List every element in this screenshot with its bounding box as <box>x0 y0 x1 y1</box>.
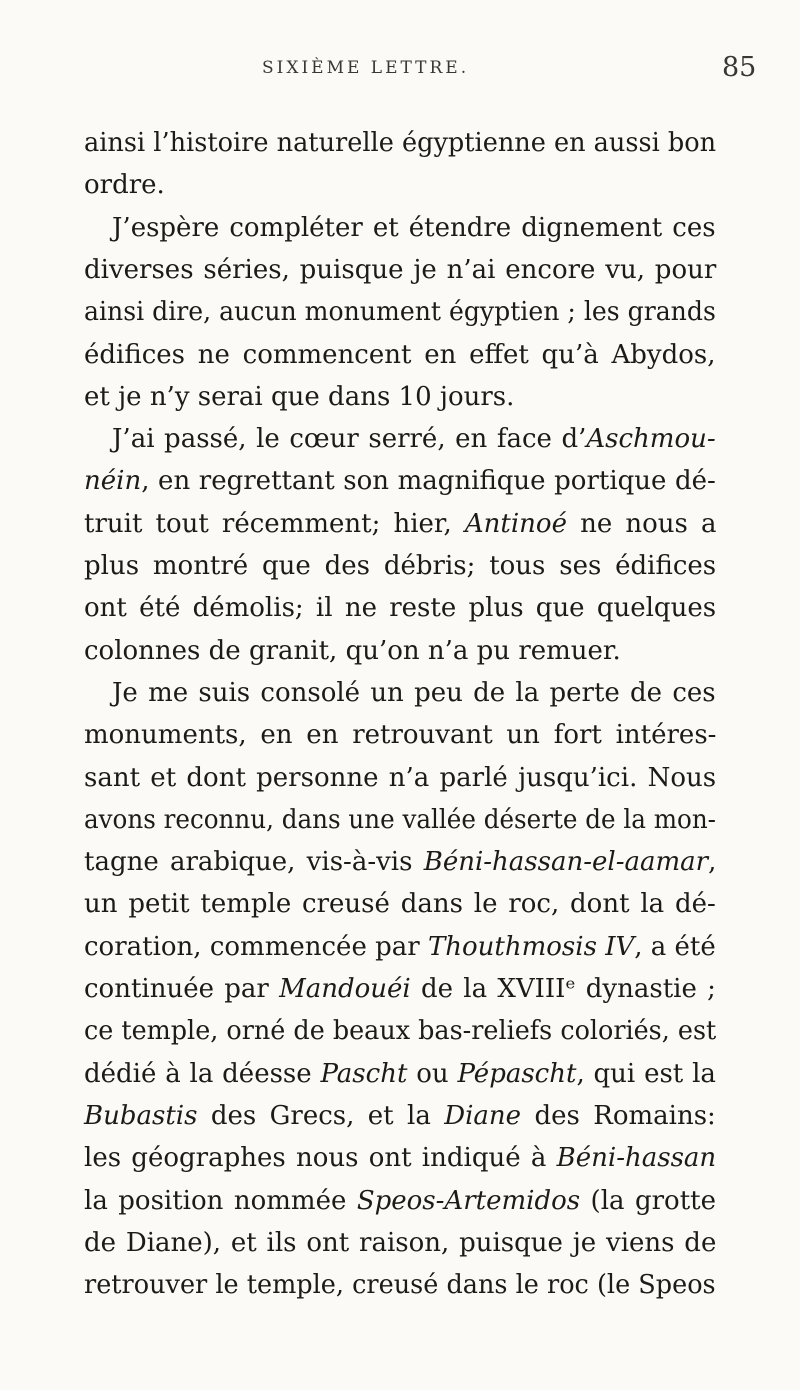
text-run: la position nommée <box>84 1185 357 1216</box>
text-run: , a été <box>634 931 716 962</box>
text-run: coration, commencée par <box>84 931 428 962</box>
italic-text: Bubastis <box>84 1100 198 1131</box>
text-run: dédié à la déesse <box>84 1058 321 1089</box>
text-run: Je me suis consolé un peu de la perte de ces <box>112 677 716 708</box>
italic-text: Pascht <box>320 1058 408 1089</box>
italic-text: Pépascht <box>457 1058 577 1089</box>
text-run: , <box>708 847 717 878</box>
text-run: ont été démolis; il ne reste plus que quelques <box>84 593 717 624</box>
text-line <box>84 504 716 544</box>
text-run: ainsi l’histoire naturelle égyptienne en aussi bon <box>84 128 717 158</box>
italic-text: Speos-Artemidos <box>356 1185 581 1216</box>
text-run: , en regrettant son magnifique portique dé- <box>141 466 716 497</box>
text-run: de la XVIIIᵉ dynastie ; <box>410 974 716 1004</box>
text-run: ainsi dire, aucun monument égyptien ; les grands <box>84 297 716 328</box>
text-line <box>84 1011 716 1051</box>
text-line <box>112 673 716 713</box>
text-run: avons reconnu, dans une vallée déserte de la mon- <box>84 804 716 835</box>
italic-text: néin <box>84 466 142 497</box>
text-line <box>84 927 716 967</box>
text-run: des Romains: <box>521 1100 716 1131</box>
text-line <box>84 335 716 375</box>
text-run: retrouver le temple, creusé dans le roc (le Speos <box>84 1270 716 1301</box>
text-line <box>84 631 621 671</box>
text-run: les géographes nous ont indiqué à <box>84 1143 557 1174</box>
text-run: édifices ne commencent en effet qu’à Abydos, <box>84 339 716 370</box>
text-line <box>84 588 716 628</box>
italic-text: Diane <box>444 1100 522 1131</box>
text-line <box>84 1054 716 1094</box>
text-line <box>84 969 716 1009</box>
text-line <box>84 715 716 755</box>
text-line <box>84 123 716 163</box>
italic-text: Thouthmosis IV <box>427 931 635 962</box>
text-run: colonnes de granit, qu’on n’a pu remuer. <box>84 635 621 666</box>
text-run: ne nous a <box>566 508 717 539</box>
text-line <box>84 461 716 501</box>
text-run: ou <box>407 1058 458 1089</box>
italic-text: Béni-hassan <box>556 1143 717 1174</box>
text-line <box>84 165 165 205</box>
text-run: continuée par <box>84 974 280 1004</box>
page-number: 85 <box>722 52 757 83</box>
text-run: truit tout récemment; hier, <box>84 508 465 539</box>
text-run: diverses séries, puisque je n’ai encore vu, pour <box>84 254 717 285</box>
text-line <box>84 1096 716 1136</box>
text-run: de Diane), et ils ont raison, puisque je viens de <box>84 1227 717 1258</box>
text-run: tagne arabique, vis-à-vis <box>84 847 424 878</box>
text-line <box>84 1223 716 1263</box>
text-line <box>84 292 716 332</box>
text-line <box>112 419 716 459</box>
text-run: , qui est la <box>576 1058 716 1089</box>
text-line <box>84 250 716 290</box>
text-line <box>84 1265 716 1305</box>
text-line <box>84 758 716 798</box>
text-run: sant et dont personne n’a parlé jusqu’ici. Nous <box>84 762 717 793</box>
text-line <box>84 1181 716 1221</box>
italic-text: Aschmou- <box>586 424 716 455</box>
running-head: SIXIÈME LETTRE. <box>262 58 470 78</box>
text-line <box>112 208 716 248</box>
text-line <box>84 800 716 840</box>
text-run: ordre. <box>84 170 165 201</box>
italic-text: Béni-hassan-el-aamar <box>423 847 709 878</box>
text-run: (la grotte <box>580 1185 716 1216</box>
text-run: ce temple, orné de beaux bas-reliefs coloriés, est <box>84 1016 717 1047</box>
text-run: monuments, en en retrouvant un fort intéres- <box>84 720 717 751</box>
text-line <box>84 884 716 924</box>
text-run: J’espère compléter et étendre dignement ces <box>112 212 716 243</box>
text-line <box>84 842 716 882</box>
italic-text: Mandouéi <box>279 974 411 1004</box>
text-line <box>84 377 514 417</box>
text-run: des Grecs, et la <box>197 1100 445 1131</box>
text-run: un petit temple creusé dans le roc, dont la dé- <box>84 889 716 920</box>
italic-text: Antinoé <box>464 508 567 539</box>
text-line <box>84 546 716 586</box>
text-run: plus montré que des débris; tous ses édifices <box>84 551 717 581</box>
text-run: J’ai passé, le cœur serré, en face d’ <box>112 424 587 455</box>
text-run: et je n’y serai que dans 10 jours. <box>84 381 515 412</box>
text-line <box>84 1138 716 1178</box>
